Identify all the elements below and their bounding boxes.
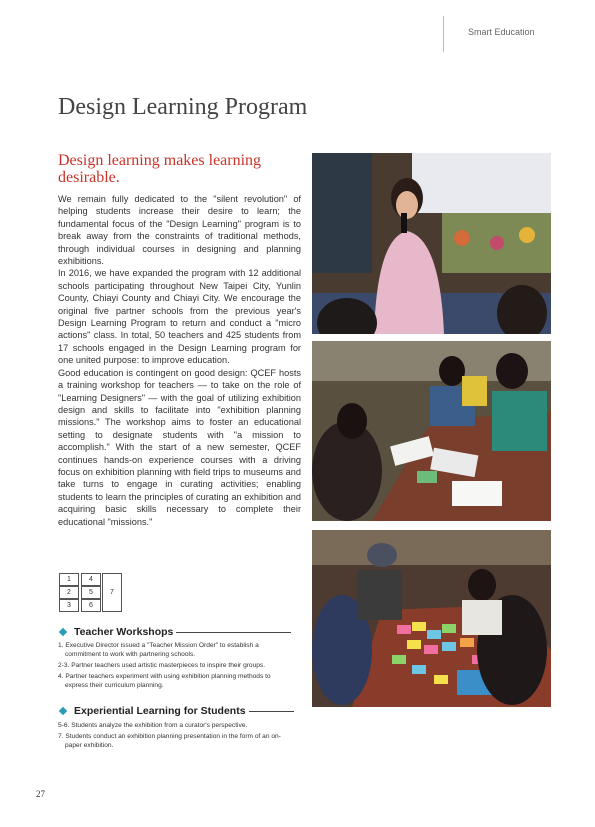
heading-rule bbox=[249, 711, 294, 712]
body-paragraph-2: In 2016, we have expanded the program with 12 additional schools participating throughout New Taipei City, Yunlin County, Chiayi County and Chiayi City. We encourage the original five partner schools from the previous year's Design Learning Program to return and conduct a "micro actions" class. In total, 50 teachers and 425 students from 17 schools engaged in the Design Learning program for one united purpose: to improve education. bbox=[58, 268, 301, 366]
teacher-workshops-heading bbox=[58, 626, 291, 638]
experiential-captions bbox=[58, 721, 294, 752]
grid-cell-4: 4 bbox=[81, 573, 101, 586]
grid-cell-7: 7 bbox=[102, 573, 122, 612]
body-paragraph-1: We remain fully dedicated to the "silent revolution" of helping students increase their desire to learn; the fundamental focus of the "Design Learning" program is to break away from the constraints of traditional methods, through individual courses in designing and planning exhibitions. bbox=[58, 194, 301, 267]
photo-presenter bbox=[312, 153, 551, 334]
body-text bbox=[58, 193, 301, 528]
photo-students-cards bbox=[312, 530, 551, 707]
grid-cell-1: 1 bbox=[59, 573, 79, 586]
caption-item: 4. Partner teachers experiment with using exhibition planning methods to express their curriculum planning. bbox=[58, 673, 271, 689]
grid-cell-6: 6 bbox=[81, 599, 101, 612]
page-number: 27 bbox=[36, 789, 45, 799]
section-heading: Design learning makes learning desirable. bbox=[58, 152, 262, 186]
body-paragraph-3: Good education is contingent on good design: QCEF hosts a training workshop for teachers — to take on the role of "Learning Designers" — with the goal of utilizing exhibition design and skills to facilitate into "exhibition planning missions." The workshop aims to foster an educational setting to designate students with "a mission to accomplish." With the start of a new semester, QCEF continues hands-on experience courses with a driving focus on exhibition planning with field trips to museums and take turns to engage in curating activities; enabling students to learn the principles of curating an exhibition and acquiring basic skills necessary to complete their educational "missions." bbox=[58, 367, 301, 527]
section-label: Smart Education bbox=[468, 27, 535, 37]
caption-item: 1. Executive Director issued a "Teacher Mission Order" to establish a commitment to work with partnering schools. bbox=[58, 642, 259, 658]
caption-item: 7. Students conduct an exhibition planning presentation in the form of an on-paper exhibition. bbox=[58, 733, 281, 749]
diamond-bullet-icon bbox=[59, 707, 67, 715]
heading-rule bbox=[176, 632, 291, 633]
page-title: Design Learning Program bbox=[58, 94, 308, 120]
teacher-workshops-title: Teacher Workshops bbox=[74, 626, 174, 638]
photo-teachers-table bbox=[312, 341, 551, 521]
grid-cell-2: 2 bbox=[59, 586, 79, 599]
header-divider bbox=[443, 16, 444, 52]
grid-cell-5: 5 bbox=[81, 586, 101, 599]
diamond-bullet-icon bbox=[59, 628, 67, 636]
teacher-workshops-captions bbox=[58, 641, 294, 692]
caption-item: 2-3. Partner teachers used artistic masterpieces to inspire their groups. bbox=[58, 662, 266, 669]
caption-item: 5-6. Students analyze the exhibition from a curator's perspective. bbox=[58, 722, 248, 729]
experiential-title: Experiential Learning for Students bbox=[74, 705, 246, 717]
grid-cell-3: 3 bbox=[59, 599, 79, 612]
experiential-heading bbox=[58, 705, 294, 717]
